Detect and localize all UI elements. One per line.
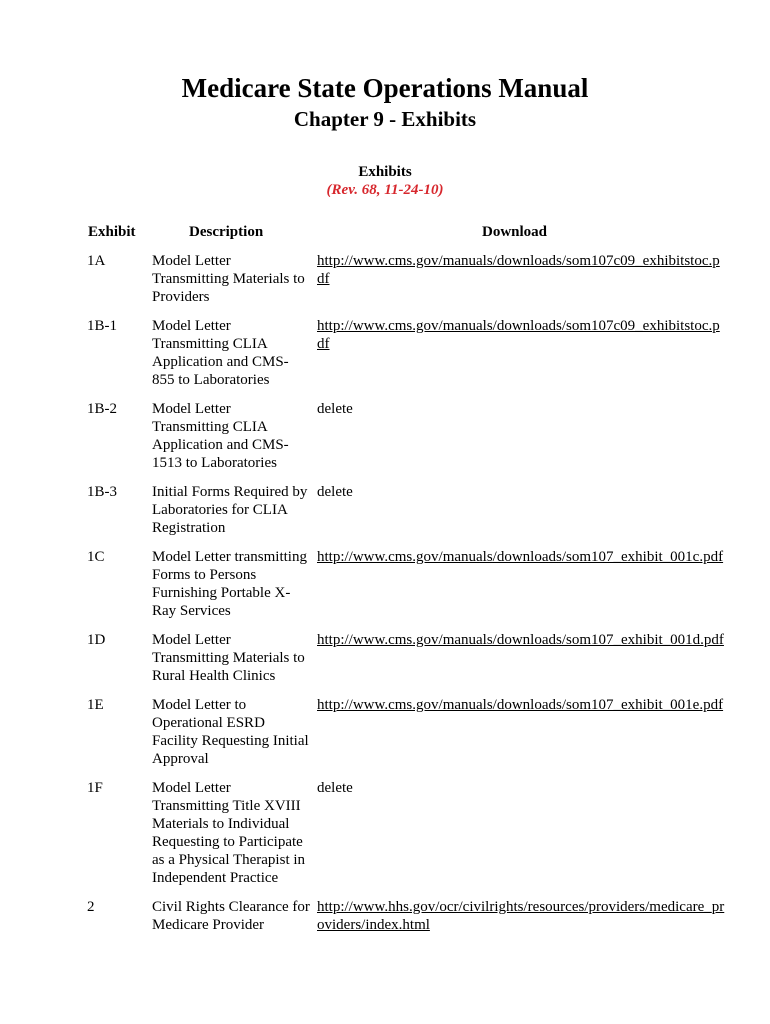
exhibit-description: Model Letter Transmitting CLIA Application and CMS-1513 to Laboratories <box>152 401 289 471</box>
exhibit-number: 2 <box>87 899 95 915</box>
column-header-download: Download <box>482 224 548 240</box>
exhibit-description: Model Letter Transmitting CLIA Application and CMS-855 to Laboratories <box>152 318 289 388</box>
table-row <box>0 779 770 887</box>
table-row <box>0 317 770 389</box>
exhibit-description: Initial Forms Required by Laboratories for CLIA Registration <box>152 484 308 536</box>
download-link[interactable]: http://www.cms.gov/manuals/downloads/som107_exhibit_001e.pdf <box>317 697 724 713</box>
exhibit-description: Model Letter Transmitting Materials to Rural Health Clinics <box>152 632 305 684</box>
revision-note: (Rev. 68, 11-24-10) <box>326 182 444 198</box>
exhibit-description: Model Letter Transmitting Title XVIII Materials to Individual Requesting to Participate as a Physical Therapist in Independent Practice <box>152 780 306 886</box>
table-row <box>0 400 770 472</box>
download-status: delete <box>317 484 353 500</box>
table-row <box>0 252 770 306</box>
exhibit-description: Model Letter Transmitting Materials to Providers <box>152 253 305 305</box>
exhibits-table <box>0 252 770 945</box>
download-link[interactable]: http://www.cms.gov/manuals/downloads/som107c09_exhibitstoc.pdf <box>317 253 720 287</box>
download-status: delete <box>317 780 353 796</box>
exhibit-number: 1D <box>87 632 106 648</box>
exhibit-description: Model Letter transmitting Forms to Persons Furnishing Portable X-Ray Services <box>152 549 307 619</box>
table-row <box>0 483 770 537</box>
table-row <box>0 631 770 685</box>
exhibit-number: 1A <box>87 253 106 269</box>
chapter-subtitle: Chapter 9 - Exhibits <box>293 107 477 131</box>
download-link[interactable]: http://www.cms.gov/manuals/downloads/som107_exhibit_001d.pdf <box>317 632 724 648</box>
exhibit-description: Model Letter to Operational ESRD Facility Requesting Initial Approval <box>152 697 309 767</box>
exhibit-number: 1B-2 <box>87 401 117 417</box>
column-header-exhibit: Exhibit <box>88 224 136 240</box>
table-row <box>0 696 770 768</box>
download-link[interactable]: http://www.cms.gov/manuals/downloads/som107c09_exhibitstoc.pdf <box>317 318 720 352</box>
exhibit-description: Civil Rights Clearance for Medicare Provider <box>152 899 310 933</box>
document-title: Medicare State Operations Manual <box>181 73 589 103</box>
exhibit-number: 1B-1 <box>87 318 117 334</box>
exhibit-number: 1C <box>87 549 105 565</box>
table-row <box>0 548 770 620</box>
table-row <box>0 898 770 934</box>
section-heading: Exhibits <box>358 164 412 180</box>
download-status: delete <box>317 401 353 417</box>
exhibit-number: 1E <box>87 697 104 713</box>
exhibit-number: 1F <box>87 780 103 796</box>
column-header-description: Description <box>189 224 264 240</box>
exhibit-number: 1B-3 <box>87 484 117 500</box>
download-link[interactable]: http://www.hhs.gov/ocr/civilrights/resources/providers/medicare_providers/index.html <box>317 899 725 933</box>
download-link[interactable]: http://www.cms.gov/manuals/downloads/som107_exhibit_001c.pdf <box>317 549 724 565</box>
